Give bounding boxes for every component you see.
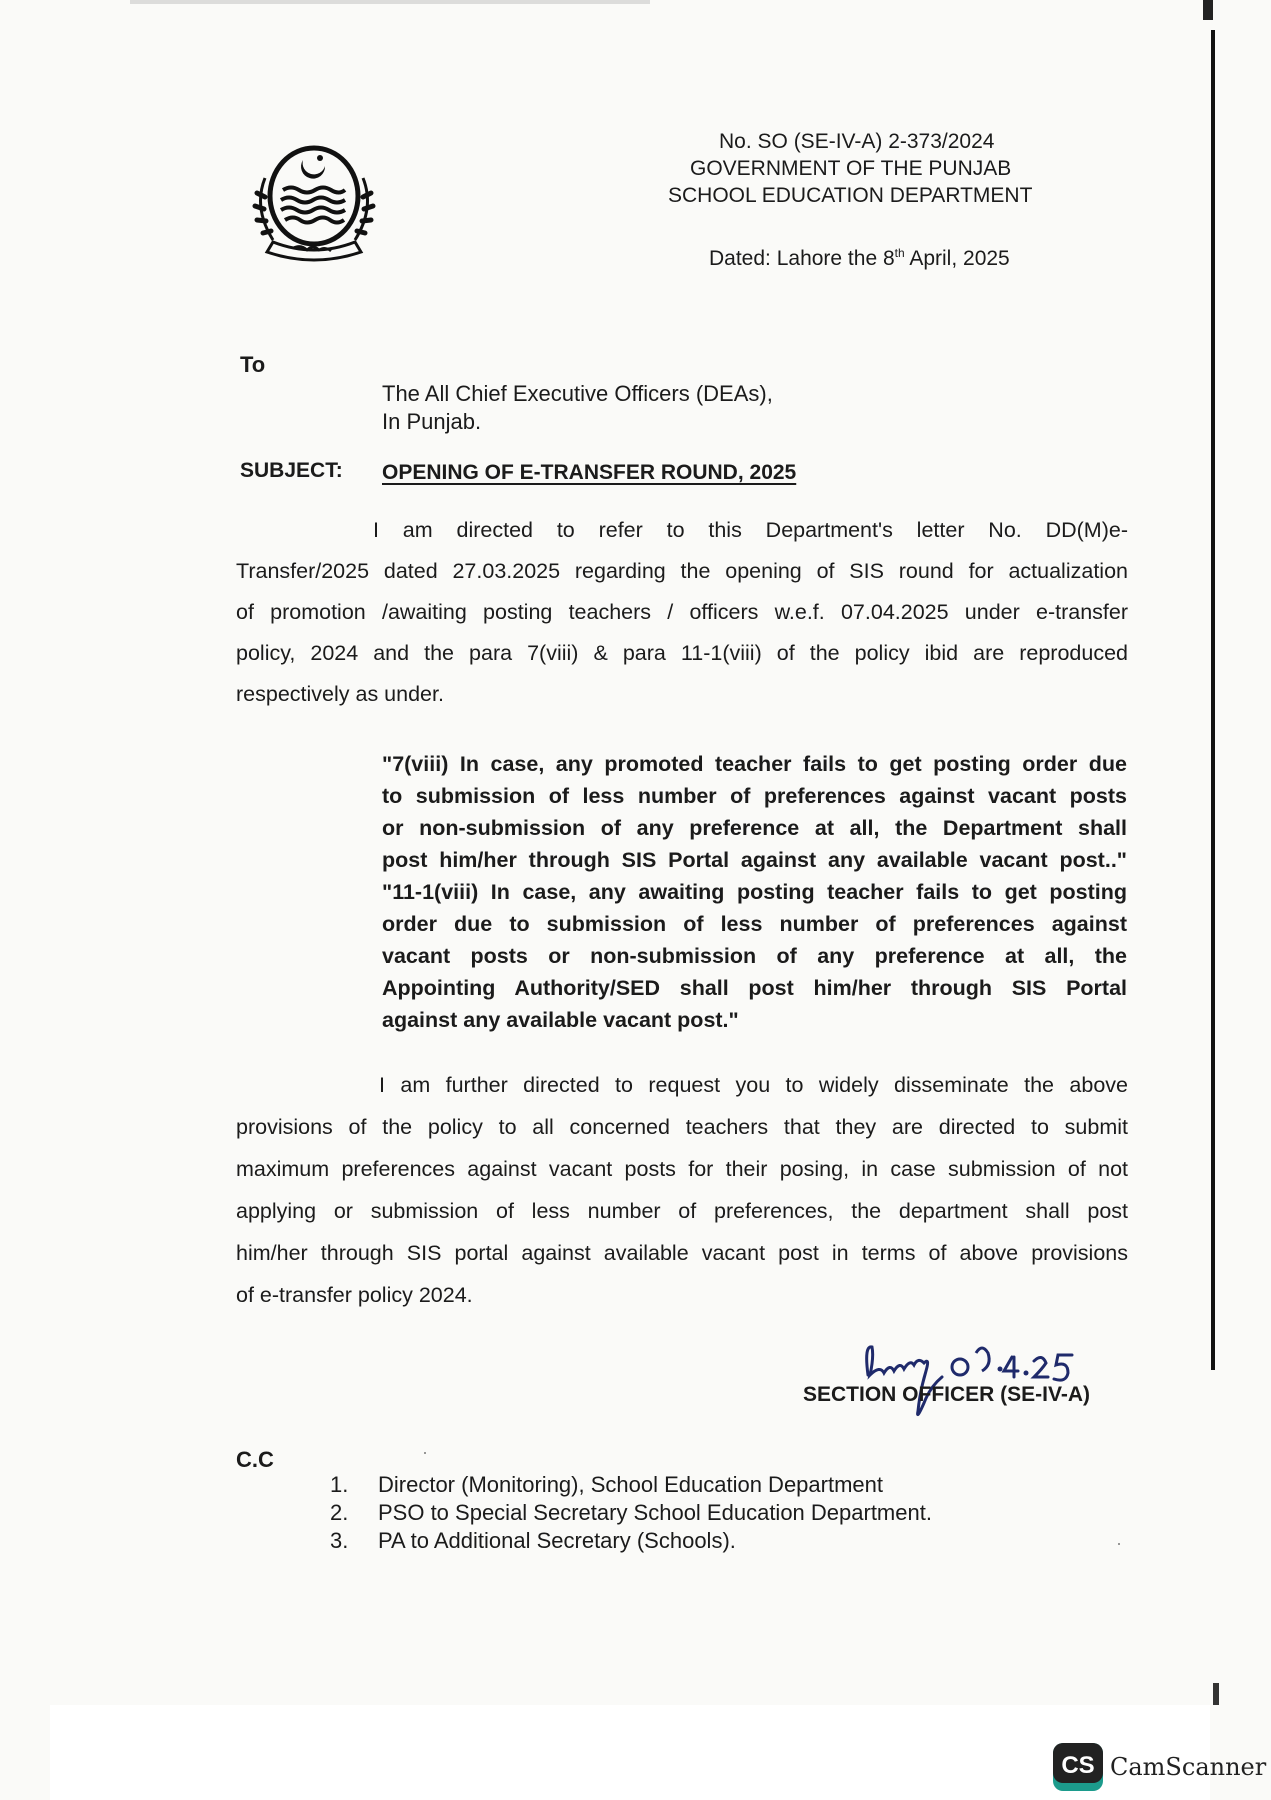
subject-text: OPENING OF E-TRANSFER ROUND, 2025 xyxy=(382,461,797,484)
camscanner-logo-icon xyxy=(1053,1743,1103,1791)
scan-speck xyxy=(1118,1543,1120,1545)
quote-line: "7(viii) In case, any promoted teacher fails to get posting order due xyxy=(382,752,1127,776)
subject-label: SUBJECT: xyxy=(240,459,343,482)
scan-artifact xyxy=(130,0,650,4)
paragraph-line: of promotion /awaiting posting teachers / officers w.e.f. 07.04.2025 under e-transfer xyxy=(236,600,1128,624)
camscanner-brand: CamScanner xyxy=(1110,1753,1267,1781)
cc-item xyxy=(330,1472,883,1498)
addressee-line: In Punjab. xyxy=(382,409,482,434)
reference-number: No. SO (SE-IV-A) 2-373/2024 xyxy=(719,130,995,153)
camscanner-logo-text: CS xyxy=(1061,1752,1095,1779)
paragraph-line: provisions of the policy to all concerned teachers that they are directed to submit xyxy=(236,1115,1128,1139)
paragraph-line: maximum preferences against vacant posts for their posing, in case submission of not xyxy=(236,1157,1128,1181)
letter-date xyxy=(709,240,1010,272)
paragraph-line: respectively as under. xyxy=(236,682,444,706)
paragraph-line: I am directed to refer to this Department's letter No. DD(M)e- xyxy=(373,518,1128,542)
paragraph-line: policy, 2024 and the para 7(viii) & para 11-1(viii) of the policy ibid are reproduced xyxy=(236,641,1128,665)
cc-item xyxy=(330,1528,736,1554)
date-prefix: Dated: Lahore the 8 xyxy=(709,247,895,270)
quote-line: to submission of less number of preferences against vacant posts xyxy=(382,784,1127,808)
cc-item-number: 1. xyxy=(330,1472,349,1497)
handwritten-signature xyxy=(862,1335,1082,1425)
punjab-government-emblem-icon xyxy=(243,138,385,263)
cc-item xyxy=(330,1500,932,1526)
quote-line: vacant posts or non-submission of any preference at all, the xyxy=(382,944,1127,968)
paragraph-line: I am further directed to request you to widely disseminate the above xyxy=(379,1073,1128,1097)
cc-item-text: PA to Additional Secretary (Schools). xyxy=(378,1528,736,1553)
cc-item-text: PSO to Special Secretary School Education Department. xyxy=(378,1500,932,1525)
scan-edge-mark xyxy=(1213,1683,1219,1705)
cc-label: C.C xyxy=(236,1447,274,1472)
quote-line: "11-1(viii) In case, any awaiting posting teacher fails to get posting xyxy=(382,880,1127,904)
cc-item-text: Director (Monitoring), School Education Department xyxy=(378,1472,884,1497)
scan-edge xyxy=(1203,0,1213,20)
scan-speck xyxy=(424,1452,426,1454)
scan-margin xyxy=(50,1705,1210,1800)
paragraph-line: him/her through SIS portal against available vacant post in terms of above provisions xyxy=(236,1241,1128,1265)
addressee xyxy=(382,380,773,436)
scan-edge-line xyxy=(1211,30,1215,1370)
cc-item-number: 2. xyxy=(330,1500,349,1525)
paragraph-line: Transfer/2025 dated 27.03.2025 regarding the opening of SIS round for actualization xyxy=(236,559,1128,583)
paragraph-line: applying or submission of less number of preferences, the department shall post xyxy=(236,1199,1128,1223)
cc-item-number: 3. xyxy=(330,1528,349,1553)
quote-line: order due to submission of less number of preferences against xyxy=(382,912,1127,936)
to-label: To xyxy=(240,352,266,377)
addressee-line: The All Chief Executive Officers (DEAs), xyxy=(382,381,773,406)
quote-line: or non-submission of any preference at all, the Department shall xyxy=(382,816,1127,840)
signatory-designation: SECTION OFFICER (SE-IV-A) xyxy=(803,1383,1091,1406)
department-name: SCHOOL EDUCATION DEPARTMENT xyxy=(668,184,1033,207)
government-name: GOVERNMENT OF THE PUNJAB xyxy=(690,157,1012,180)
quote-line: post him/her through SIS Portal against any available vacant post.." xyxy=(382,848,1127,872)
quote-line: Appointing Authority/SED shall post him/her through SIS Portal xyxy=(382,976,1127,1000)
paragraph-line: of e-transfer policy 2024. xyxy=(236,1283,473,1307)
date-superscript: th xyxy=(894,246,905,260)
date-suffix: April, 2025 xyxy=(904,247,1010,270)
quote-line: against any available vacant post." xyxy=(382,1008,739,1032)
